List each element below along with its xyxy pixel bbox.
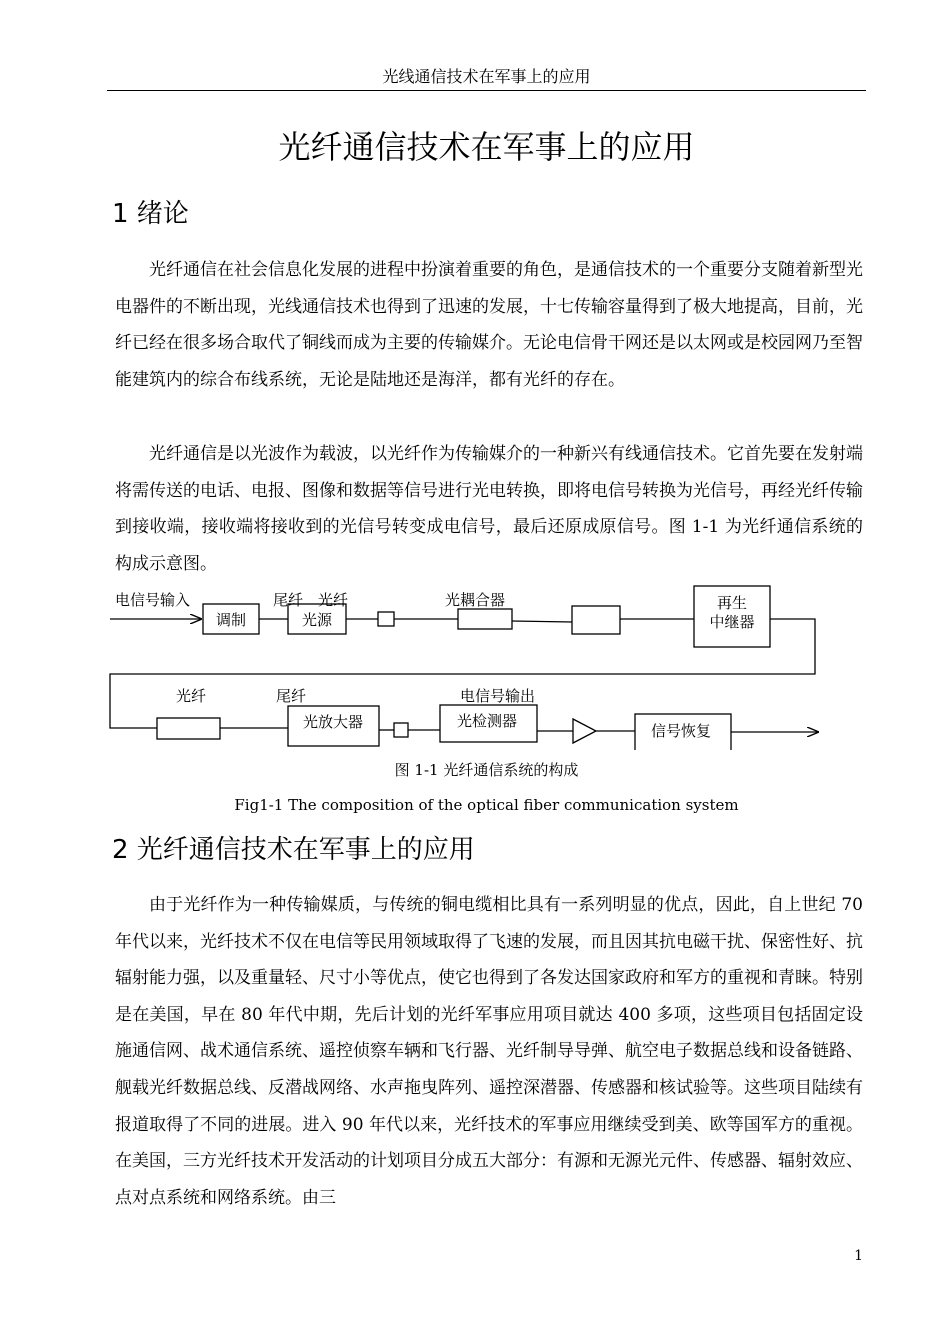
running-header: 光线通信技术在军事上的应用 [382, 67, 591, 86]
label-signal-output: 电信号输出 [460, 687, 536, 705]
section2-paragraph-1: 由于光纤作为一种传输媒质，与传统的铜电缆相比具有一系列明显的优点，因此，自上世纪 70 年代以来，光纤技术不仅在电信等民用领域取得了飞速的发展，而且因其抗电磁干扰、保密性好、抗辐射能力强，以及重量轻、尺寸小等优点，使它也得到了各发达国家政府和军方的重视和青睐。特别是在美国，早在 80 年代中期，先后计划的光纤军事应用项目就达 400 多项，这些项目包括固定设施通信网、战术通信系统、遥控侦察车辆和飞行器、光纤制导导弹、航空电子数据总线和设备链路、舰载光纤数据总线、反潜战网络、水声拖曳阵列、遥控深潜器、传感器和核试验等。这些项目陆续有报道取得了不同的进展。进入 90 年代以来，光纤技术的军事应用继续受到美、欧等国军方的重视。在美国，三方光纤技术开发活动的计划项目分成五大部分：有源和无源光元件、传感器、辐射效应、点对点系统和网络系统。由三 [115, 895, 863, 1208]
detector-label: 光检测器 [456, 712, 518, 730]
repeater-label-line1: 再生 [716, 594, 748, 612]
section1-paragraph-2: 光纤通信是以光波作为载波，以光纤作为传输媒介的一种新兴有线通信技术。它首先要在发射端将需传送的电话、电报、图像和数据等信号进行光电转换，即将电信号转换为光信号，再经光纤传输到接收端，接收端将接收到的光信号转变成电信号，最后还原成原信号。图 1-1 为光纤通信系统的构成示意图。 [115, 444, 863, 574]
figure-caption-en: Fig1-1 The composition of the optical fiber communication system [234, 796, 739, 814]
fiber-segment-box-2 [157, 718, 220, 739]
label-optical-coupler: 光耦合器 [445, 591, 506, 609]
page-number: 1 [854, 1248, 863, 1264]
section-heading-2: 2 光纤通信技术在军事上的应用 [112, 835, 475, 865]
page-title: 光纤通信技术在军事上的应用 [278, 128, 695, 166]
figure-caption-cn: 图 1-1 光纤通信系统的构成 [394, 761, 579, 779]
header-rule [107, 90, 866, 91]
label-signal-input: 电信号输入 [115, 591, 191, 609]
optical-coupler [458, 609, 512, 629]
fiber-line [512, 621, 572, 622]
modulator-label: 调制 [215, 611, 247, 629]
label-fiber-bottom: 光纤 [176, 687, 207, 705]
figure-1-1-diagram [105, 585, 830, 750]
section-heading-1: 1 绪论 [112, 199, 189, 229]
light-source-label: 光源 [301, 611, 333, 629]
recovery-label: 信号恢复 [650, 722, 712, 740]
fiber-segment-box [572, 606, 620, 634]
connector-square-2 [394, 723, 408, 737]
amplifier-triangle [573, 719, 596, 743]
repeater-label-line2: 中继器 [709, 613, 755, 631]
label-fiber-top: 光纤 [318, 591, 349, 609]
section1-paragraph-1: 光纤通信在社会信息化发展的进程中扮演着重要的角色，是通信技术的一个重要分支随着新型光电器件的不断出现，光线通信技术也得到了迅速的发展，十七传输容量得到了极大地提高，目前，光纤已经在很多场合取代了铜线而成为主要的传输媒介。无论电信骨干网还是以太网或是校园网乃至智能建筑内的综合布线系统，无论是陆地还是海洋，都有光纤的存在。 [115, 260, 863, 390]
amplifier-label: 光放大器 [302, 713, 364, 731]
label-pigtail-bottom: 尾纤 [276, 687, 307, 705]
connector-square [378, 612, 394, 626]
label-pigtail-top: 尾纤 [273, 591, 304, 609]
